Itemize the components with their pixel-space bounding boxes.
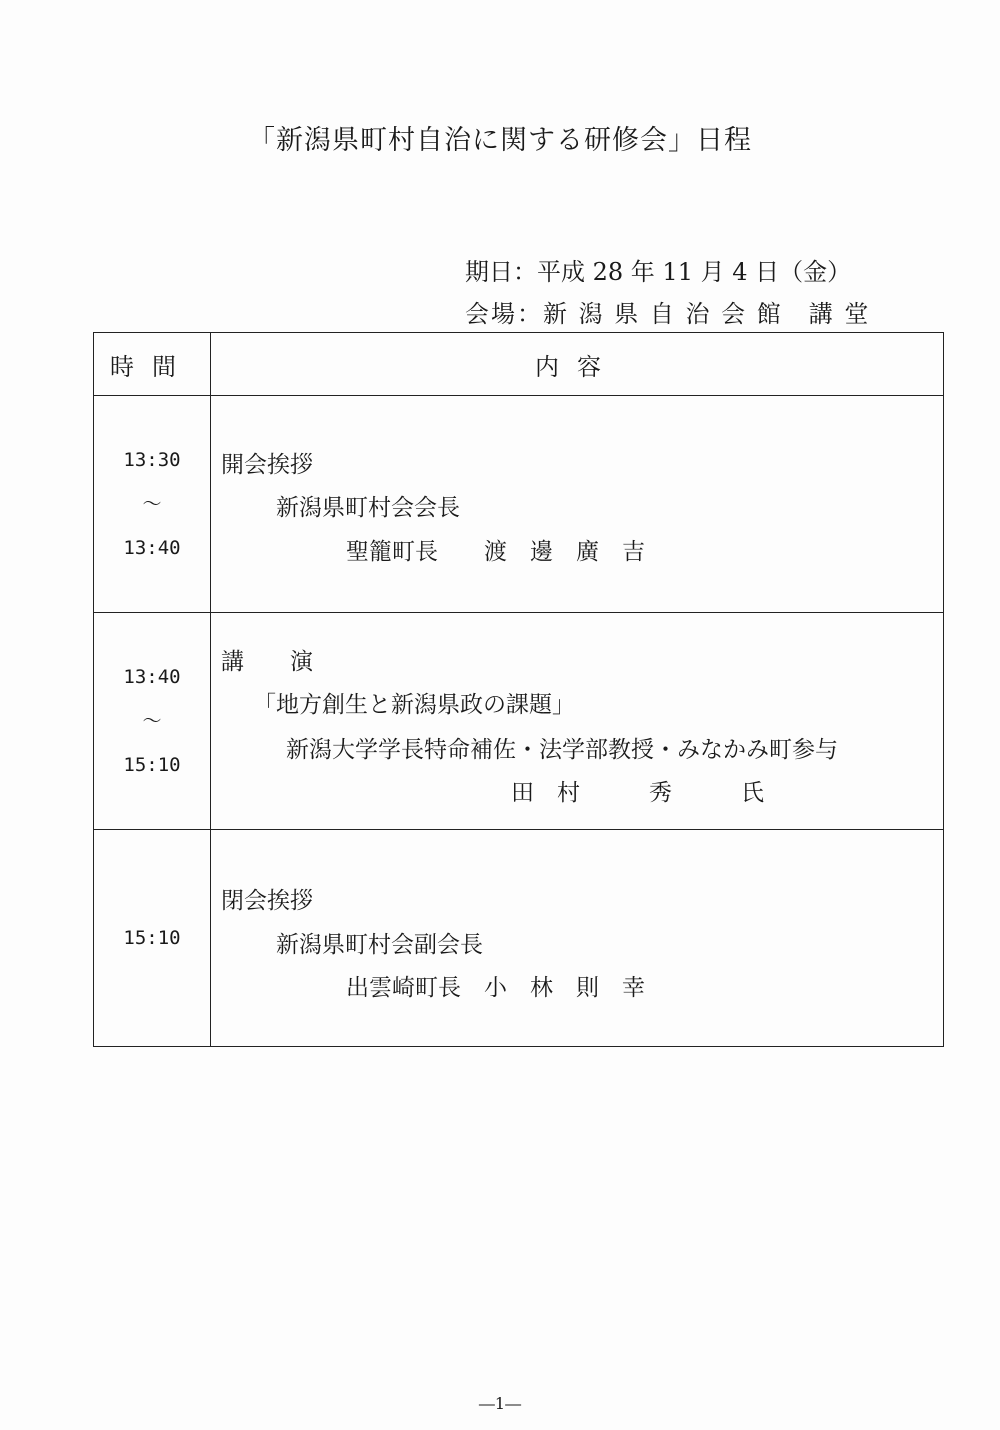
item-heading: 閉会挨拶: [221, 888, 313, 914]
header-time: 時間: [94, 333, 211, 396]
time-start: 15:10: [123, 927, 181, 949]
time-cell: [94, 396, 211, 613]
time-end: 13:40: [123, 537, 181, 559]
table-row: [94, 830, 944, 1047]
header-content: 内容: [211, 333, 944, 396]
item-line: 田 村 秀 氏: [511, 780, 764, 806]
page-number: ―1―: [478, 1394, 522, 1413]
item-line: 新潟県町村会副会長: [276, 932, 483, 958]
time-separator: ～: [142, 493, 162, 515]
time-start: 13:30: [123, 449, 181, 471]
page-title: 「新潟県町村自治に関する研修会」日程: [248, 125, 752, 156]
table-header-row: [94, 333, 944, 396]
item-line: 聖籠町長 渡 邊 廣 吉: [346, 539, 645, 565]
item-heading: 開会挨拶: [221, 452, 313, 478]
time-start: 13:40: [123, 666, 181, 688]
table-row: [94, 613, 944, 830]
item-heading: 講 演: [221, 649, 313, 675]
time-end: 15:10: [123, 754, 181, 776]
item-line: 出雲崎町長 小 林 則 幸: [346, 975, 645, 1001]
item-line: 「地方創生と新潟県政の課題」: [253, 692, 575, 718]
event-venue: 会場：新 潟 県 自 治 会 館 講 堂: [465, 300, 871, 328]
table-row: [94, 396, 944, 613]
time-separator: ～: [142, 710, 162, 732]
event-date: 期日：平成 28 年 11 月 4 日（金）: [465, 258, 852, 286]
content-cell: [211, 396, 944, 613]
schedule-table: [93, 332, 944, 1047]
content-cell: [211, 830, 944, 1047]
item-line: 新潟県町村会会長: [276, 495, 460, 521]
time-cell: [94, 830, 211, 1047]
time-cell: [94, 613, 211, 830]
content-cell: [211, 613, 944, 830]
item-line: 新潟大学学長特命補佐・法学部教授・みなかみ町参与: [286, 737, 838, 763]
